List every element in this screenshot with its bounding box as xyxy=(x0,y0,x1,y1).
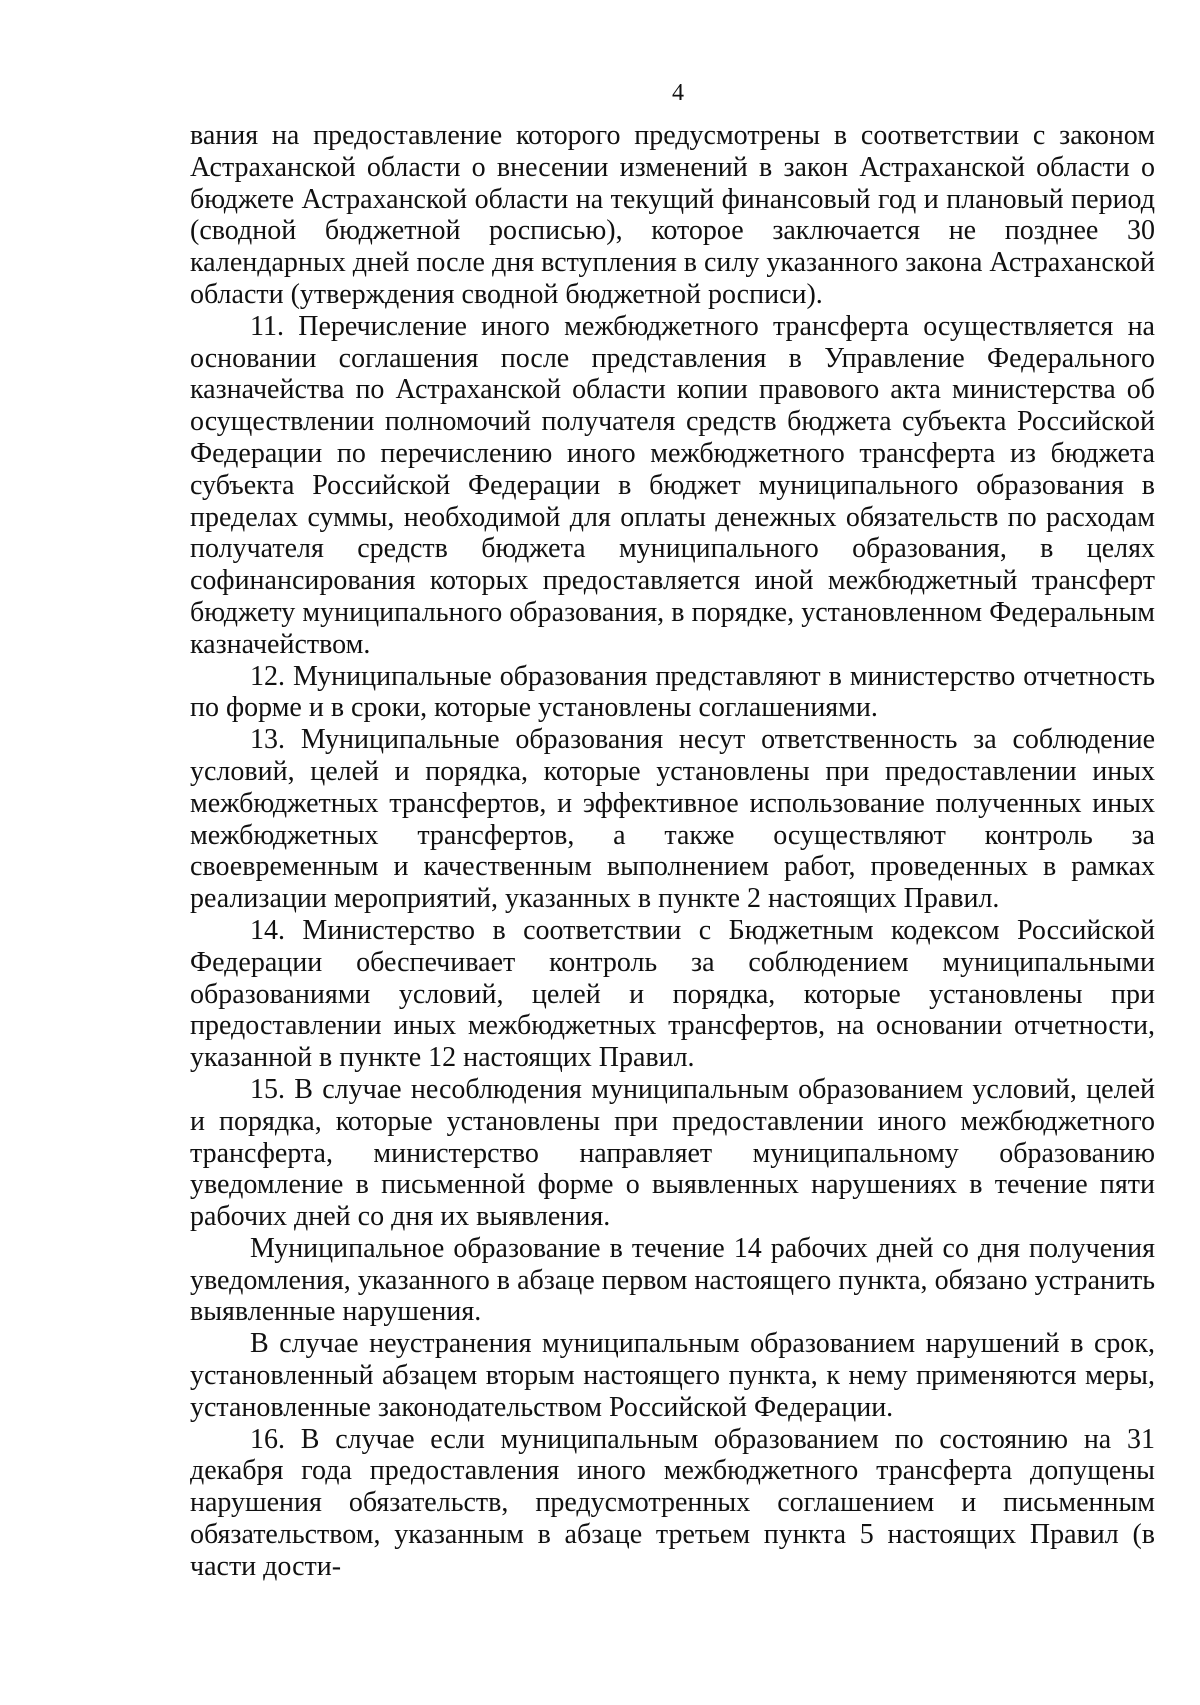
page-number: 4 xyxy=(672,80,684,106)
paragraph-item-16: 16. В случае если муниципальным образованием по состоянию на 31 декабря года предоставления иного межбюджетного трансферта допущены нарушения обязательств, предусмотренных соглашением и письменным обязательством, указанным в абзаце третьем пункта 5 настоящих Правил (в части дости- xyxy=(190,1423,1155,1582)
paragraph-item-14: 14. Министерство в соответствии с Бюджетным кодексом Российской Федерации обеспечивает контроль за соблюдением муниципальными образованиями условий, целей и порядка, которые установлены при предоставлении иных межбюджетных трансфертов, на основании отчетности, указанной в пункте 12 настоящих Правил. xyxy=(190,914,1155,1074)
document-body xyxy=(190,120,1155,1583)
paragraph-continuation: вания на предоставление которого предусмотрены в соответствии с законом Астраханской области о внесении изменений в закон Астраханской области о бюджете Астраханской области на текущий финансовый год и плановый период (сводной бюджетной росписью), которое заключается не позднее 30 календарных дней после дня вступления в силу указанного закона Астраханской области (утверждения сводной бюджетной росписи). xyxy=(190,120,1155,310)
paragraph-item-12: 12. Муниципальные образования представляют в министерство отчетность по форме и в сроки, которые установлены соглашениями. xyxy=(190,660,1155,724)
paragraph-item-11: 11. Перечисление иного межбюджетного трансферта осуществляется на основании соглашения после представления в Управление Федерального казначейства по Астраханской области копии правового акта министерства об осуществлении полномочий получателя средств бюджета субъекта Российской Федерации по перечислению иного межбюджетного трансферта из бюджета субъекта Российской Федерации в бюджет муниципального образования в пределах суммы, необходимой для оплаты денежных обязательств по расходам получателя средств бюджета муниципального образования, в целях софинансирования которых предоставляется иной межбюджетный трансферт бюджету муниципального образования, в порядке, установленном Федеральным казначейством. xyxy=(190,310,1155,660)
paragraph-item-15-third: В случае неустранения муниципальным образованием нарушений в срок, установленный абзацем вторым настоящего пункта, к нему применяются меры, установленные законодательством Российской Федерации. xyxy=(190,1328,1155,1423)
paragraph-item-15-second: Муниципальное образование в течение 14 рабочих дней со дня получения уведомления, указанного в абзаце первом настоящего пункта, обязано устранить выявленные нарушения. xyxy=(190,1232,1155,1328)
paragraph-item-13: 13. Муниципальные образования несут ответственность за соблюдение условий, целей и порядка, которые установлены при предоставлении иных межбюджетных трансфертов, и эффективное использование полученных иных межбюджетных трансфертов, а также осуществляют контроль за своевременным и качественным выполнением работ, проведенных в рамках реализации мероприятий, указанных в пункте 2 настоящих Правил. xyxy=(190,724,1155,915)
paragraph-item-15: 15. В случае несоблюдения муниципальным образованием условий, целей и порядка, которые установлены при предоставлении иного межбюджетного трансферта, министерство направляет муниципальному образованию уведомление в письменной форме о выявленных нарушениях в течение пяти рабочих дней со дня их выявления. xyxy=(190,1073,1155,1233)
